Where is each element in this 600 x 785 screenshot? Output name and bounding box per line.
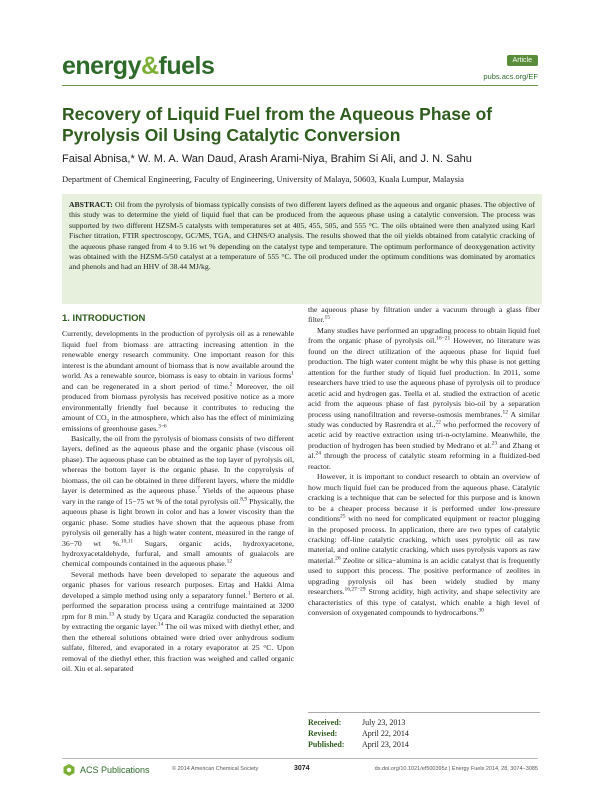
journal-name-part1: energy — [62, 52, 141, 80]
published-label: Published: — [308, 740, 345, 749]
body-paragraph: However, it is important to conduct research to obtain an overview of how much liquid fuel can be produced from the aqueous phase. Catalytic cracking is a technique that can be selected for this purpose and is known to be a cheaper process because it is performed under low-pressure conditions$^{25}$ with no need for complicated equipment or reactor plugging in the proposed process. In application, there are two types of catalytic cracking: off-line catalytic cracking, which uses pyrolytic oil as raw material, and online catalytic cracking, which uses pyrolysis vapors as raw material.$^{26}$ Zeolite or silica−alumina is an acidic catalyst that is frequently used to support this process. The positive performance of zeolites in upgrading pyrolysis oil has been widely studied by many researchers.$^{16,27-29}$ Strong acidity, high activity, and shape selectivity are characteristics of this type of catalyst, which enable a high level of conversion of oxygenated compounds to hydrocarbons.$^{30}$ — [308, 472, 540, 618]
publisher-logo — [62, 763, 150, 777]
header-divider — [62, 85, 538, 86]
body-paragraph: Basically, the oil from the pyrolysis of biomass consists of two different layers, defined as the aqueous phase and the organic phase (viscous oil phase). The aqueous phase can be obtained as the top layer of pyrolysis oil, whereas the bottom layer is the organic phase. In the copyrolysis of biomass, the oil can be obtained in three different layers, where the middle layer is determined as the aqueous phase.$^7$ Yields of the aqueous phase vary in the range of 15−75 wt % of the total pyrolysis oil.$^{8,9}$ Physically, the aqueous phase is light brown in color and has a lower viscosity than the organic phase. Some studies have shown that the aqueous phase from pyrolysis oil generally has a high water content, measured in the range of 36−70 wt %.$^{10,11}$ Sugars, organic acids, hydroxyacetone, hydroxyacetaldehyde, furfural, and small amounts of guaiacols are chemical compounds contained in the aqueous phase.$^{12}$ — [62, 433, 295, 569]
right-column — [308, 305, 540, 619]
affiliation: Department of Chemical Engineering, Faculty of Engineering, University of Malaya, 50603, Kuala Lumpur, Malaysia — [62, 174, 464, 184]
journal-name-part2: fuels — [158, 52, 215, 80]
received-date: July 23, 2013 — [362, 718, 406, 727]
publisher-name: ACS Publications — [80, 765, 150, 775]
journal-name-amp: & — [140, 52, 159, 80]
author-list: Faisal Abnisa,* W. M. A. Wan Daud, Arash Arami-Niya, Brahim Si Ali, and J. N. Sahu — [62, 153, 472, 165]
paper-title: Recovery of Liquid Fuel from the Aqueous Phase of Pyrolysis Oil Using Catalytic Conversion — [62, 104, 493, 145]
received-label: Received: — [308, 718, 342, 727]
footer-divider — [62, 758, 538, 759]
body-paragraph: Currently, developments in the production of pyrolysis oil as a renewable liquid fuel from biomass are attracting increasing attention in the renewable energy research community. One important reason for this interest is the abundant amount of biomass that is now available around the world. As a renewable source, biomass is easy to obtain in various forms$^1$ and can be regenerated in a short period of time.$^2$ Moreover, the oil produced from biomass pyrolysis has received positive notice as a more environmentally friendly fuel because it contributes to reducing the amount of $CO_2$ in the atmosphere, which also has the effect of minimizing emissions of greenhouse gases.$^{3-6}$ — [62, 329, 295, 433]
journal-url-link[interactable]: pubs.acs.org/EF — [483, 72, 538, 81]
body-paragraph: the aqueous phase by filtration under a vacuum through a glass fiber filter.$^{15}$ — [308, 305, 540, 325]
article-type-badge: Article — [507, 55, 538, 66]
published-date: April 23, 2014 — [362, 740, 409, 749]
page-number: 3074 — [294, 765, 310, 772]
revised-label: Revised: — [308, 729, 338, 738]
abstract-label: ABSTRACT: — [69, 200, 113, 209]
section-heading-introduction: 1. INTRODUCTION — [62, 313, 146, 324]
doi-citation[interactable]: dx.doi.org/10.1021/ef500395z | Energy Fuels 2014, 28, 3074−3085 — [374, 766, 538, 772]
copyright-notice: © 2014 American Chemical Society — [172, 766, 259, 772]
body-paragraph: Several methods have been developed to separate the aqueous and organic phases for various research purposes. Ertaş and Hakki Alma developed a simple method using only a separatory funnel.$^1$ Bertero et al. performed the separation process using a centrifuge maintained at 3200 rpm for 8 min.$^{13}$ A study by Uçara and Karagöz conducted the separation by extracting the organic layer.$^{14}$ The oil was mixed with diethyl ether, and then the ethereal solutions obtained were dried over anhydrous sodium sulfate, filtered, and evaporated in a rotary evaporator at 25 °C. Upon removal of the diethyl ether, this fraction was weighed and called organic oil. Xiu et al. separated — [62, 569, 294, 673]
abstract-box — [62, 194, 542, 304]
acs-hexagon-icon — [62, 763, 76, 777]
history-divider — [308, 712, 540, 713]
body-paragraph: Many studies have performed an upgrading process to obtain liquid fuel from the organic phase of pyrolysis oil.$^{16-21}$ However, no literature was found on the direct utilization of the aqueous phase for liquid fuel production. The high water content might be why this phase is not getting attention for the further study of liquid fuel production. In 2011, some researchers have tried to use the aqueous phase of pyrolysis oil to produce acetic acid and hydrogen gas. Teella et al. studied the extraction of acetic acid from the aqueous phase of fast pyrolysis bio-oil by a separation process using nanofiltration and reverse-osmosis membranes.$^{12}$ A similar study was conducted by Rasrendra et al.,$^{22}$ who performed the recovery of acetic acid by reactive extraction using tri-n-octylamine. Meanwhile, the production of hydrogen has been studied by Medrano et al.$^{23}$ and Zhang et al.$^{24}$ through the process of catalytic steam reforming in a fluidized-bed reactor. — [308, 325, 541, 471]
article-history — [308, 717, 409, 750]
journal-logo — [62, 52, 214, 80]
abstract-text: Oil from the pyrolysis of biomass typically consists of two different layers defined as the aqueous and organic phases. The objective of this study was to determine the yield of liquid fuel that can be produced from the aqueous phase using a catalytic conversion. The process was supported by two different HZSM-5 catalysts with temperatures set at 405, 455, 505, and 555 °C. The oils obtained were then analyzed using Karl Fischer titration, FTIR spectroscopy, GC/MS, TGA, and CHNS/O analysis. The results showed that the oil yields obtained from catalytic cracking of the aqueous phase ranged from 4 to 9.16 wt % depending on the catalyst type and temperature. The optimum performance of deoxygenation activity was obtained with the HZSM-5/50 catalyst at a temperature of 555 °C. The oil produced under the optimum conditions was dominated by aromatics and phenols and had an HHV of 38.44 MJ/kg. — [69, 200, 536, 272]
left-column — [62, 314, 294, 674]
revised-date: April 22, 2014 — [362, 729, 409, 738]
